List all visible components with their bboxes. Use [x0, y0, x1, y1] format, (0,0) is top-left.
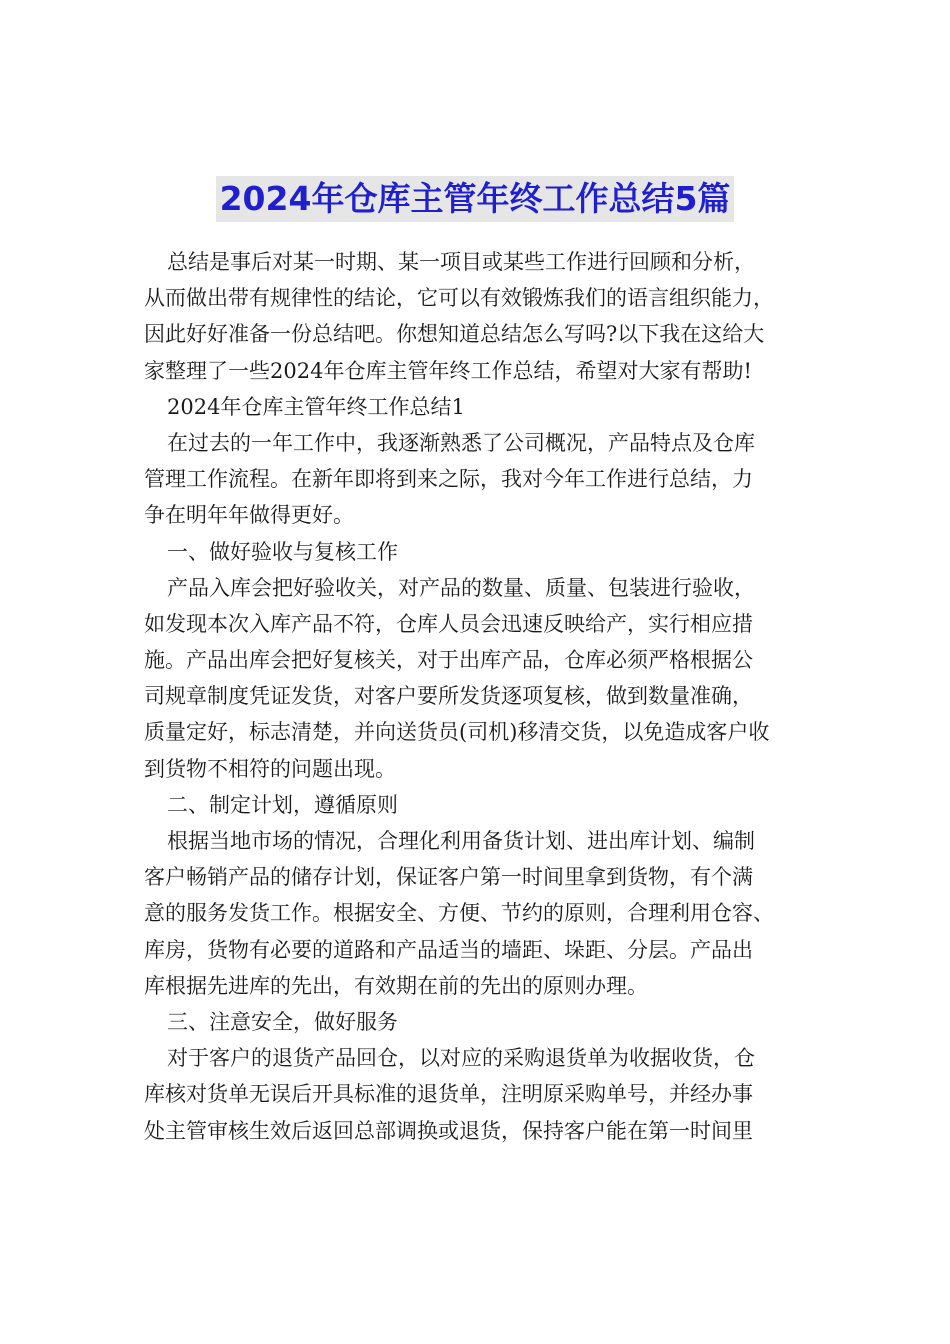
text-line: 如发现本次入库产品不符，仓库人员会迅速反映给产，实行相应措 — [144, 611, 753, 636]
text-line: 根据当地市场的情况，合理化利用备货计划、进出库计划、编制 — [167, 829, 755, 853]
text-line: 客户畅销产品的储存计划，保证客户第一时间里拿到货物，有个满 — [144, 865, 753, 890]
text-line: 库核对货单无误后开具标准的退货单，注明原采购单号，并经办事 — [144, 1082, 753, 1107]
text-line: 到货物不相符的问题出现。 — [144, 756, 396, 781]
text-line: 司规章制度凭证发货，对客户要所发货逐项复核，做到数量准确， — [144, 684, 753, 709]
text-line: 库房，货物有必要的道路和产品适当的墙距、垛距、分层。产品出 — [144, 937, 753, 962]
text-line: 施。产品出库会把好复核关，对于出库产品，仓库必须严格根据公 — [144, 648, 753, 673]
text-line: 争在明年年做得更好。 — [144, 503, 354, 528]
text-line: 意的服务发货工作。根据安全、方便、节约的原则，合理利用仓容、 — [144, 901, 774, 926]
title-container — [0, 176, 950, 222]
text-line: 产品入库会把好验收关，对产品的数量、质量、包装进行验收， — [167, 575, 755, 600]
text-line: 三、注意安全，做好服务 — [167, 1009, 398, 1034]
text-line: 因此好好准备一份总结吧。你想知道总结怎么写吗?以下我在这给大 — [144, 322, 765, 347]
text-line: 在过去的一年工作中，我逐渐熟悉了公司概况，产品特点及仓库 — [167, 430, 755, 455]
text-line: 管理工作流程。在新年即将到来之际，我对今年工作进行总结，力 — [144, 467, 753, 492]
text-line: 2024年仓库主管年终工作总结1 — [167, 394, 465, 419]
text-line: 处主管审核生效后返回总部调换或退货，保持客户能在第一时间里 — [144, 1118, 753, 1143]
text-line: 一、做好验收与复核工作 — [167, 539, 398, 564]
text-line: 总结是事后对某一时期、某一项目或某些工作进行回顾和分析， — [167, 250, 755, 274]
text-line: 家整理了一些2024年仓库主管年终工作总结，希望对大家有帮助! — [144, 358, 752, 383]
text-line: 从而做出带有规律性的结论，它可以有效锻炼我们的语言组织能力， — [144, 286, 774, 311]
document-body — [144, 244, 824, 1149]
text-line: 二、制定计划，遵循原则 — [167, 792, 398, 817]
text-line: 对于客户的退货产品回仓，以对应的采购退货单为收据收货，仓 — [167, 1046, 755, 1071]
text-line: 库根据先进库的先出，有效期在前的先出的原则办理。 — [144, 973, 648, 998]
text-line: 质量定好，标志清楚，并向送货员(司机)移清交货，以免造成客户收 — [144, 720, 770, 745]
document-title: 2024年仓库主管年终工作总结5篇 — [216, 176, 735, 222]
